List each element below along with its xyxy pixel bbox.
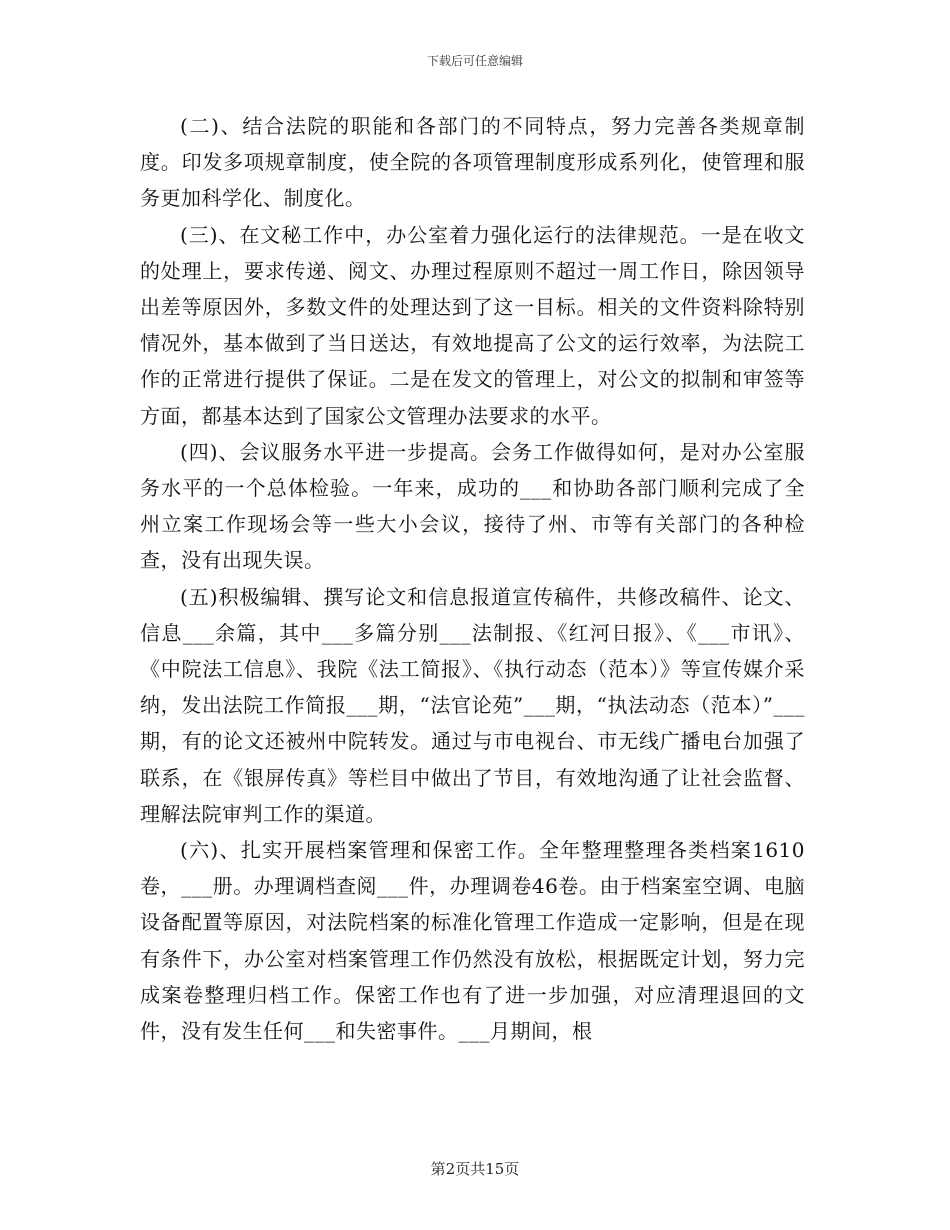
page-header: 下载后可任意编辑 <box>426 54 523 68</box>
paragraph-6: (六)、扎实开展档案管理和保密工作。全年整理整理各类档案1610卷，___册。办理调档查阅___件，办理调卷46卷。由于档案室空调、电脑设备配置等原因，对法院档案的标准化管理工作造成一定影响，但是在现有条件下，办公室对档案管理工作仍然没有放松，根据既定计划，努力完成案卷整理归档工作。保密工作也有了进一步加强，对应清理退回的文件，没有发生任何___和失密事件。___月期间，根 <box>140 838 805 1044</box>
page-number-footer: 第2页共15页 <box>430 1160 520 1178</box>
paragraph-3: (三)、在文秘工作中，办公室着力强化运行的法律规范。一是在收文的处理上，要求传递、阅文、办理过程原则不超过一周工作日，除因领导出差等原因外，多数文件的处理达到了这一目标。相关的文件资料除特别情况外，基本做到了当日送达，有效地提高了公文的运行效率，为法院工作的正常进行提供了保证。二是在发文的管理上，对公文的拟制和审签等方面，都基本达到了国家公文管理办法要求的水平。 <box>140 222 805 428</box>
paragraph-2: (二)、结合法院的职能和各部门的不同特点，努力完善各类规章制度。印发多项规章制度，使全院的各项管理制度形成系列化，使管理和服务更加科学化、制度化。 <box>140 114 805 211</box>
paragraph-5: (五)积极编辑、撰写论文和信息报道宣传稿件，共修改稿件、论文、信息___余篇，其中___多篇分别___法制报、《红河日报》、《___市讯》、《中院法工信息》、我院《法工简报》、《执行动态（范本）》等宣传媒介采纳，发出法院工作简报___期，“法官论苑”___期，“执法动态（范本）”___期，有的论文还被州中院转发。通过与市电视台、市无线广播电台加强了联系，在《银屏传真》等栏目中做出了节目，有效地沟通了让社会监督、理解法院审判工作的渠道。 <box>140 584 805 826</box>
document-body <box>140 108 805 1049</box>
paragraph-4: (四)、会议服务水平进一步提高。会务工作做得如何，是对办公室服务水平的一个总体检验。一年来，成功的___和协助各部门顺利完成了全州立案工作现场会等一些大小会议，接待了州、市等有关部门的各种检查，没有出现失误。 <box>140 439 805 573</box>
